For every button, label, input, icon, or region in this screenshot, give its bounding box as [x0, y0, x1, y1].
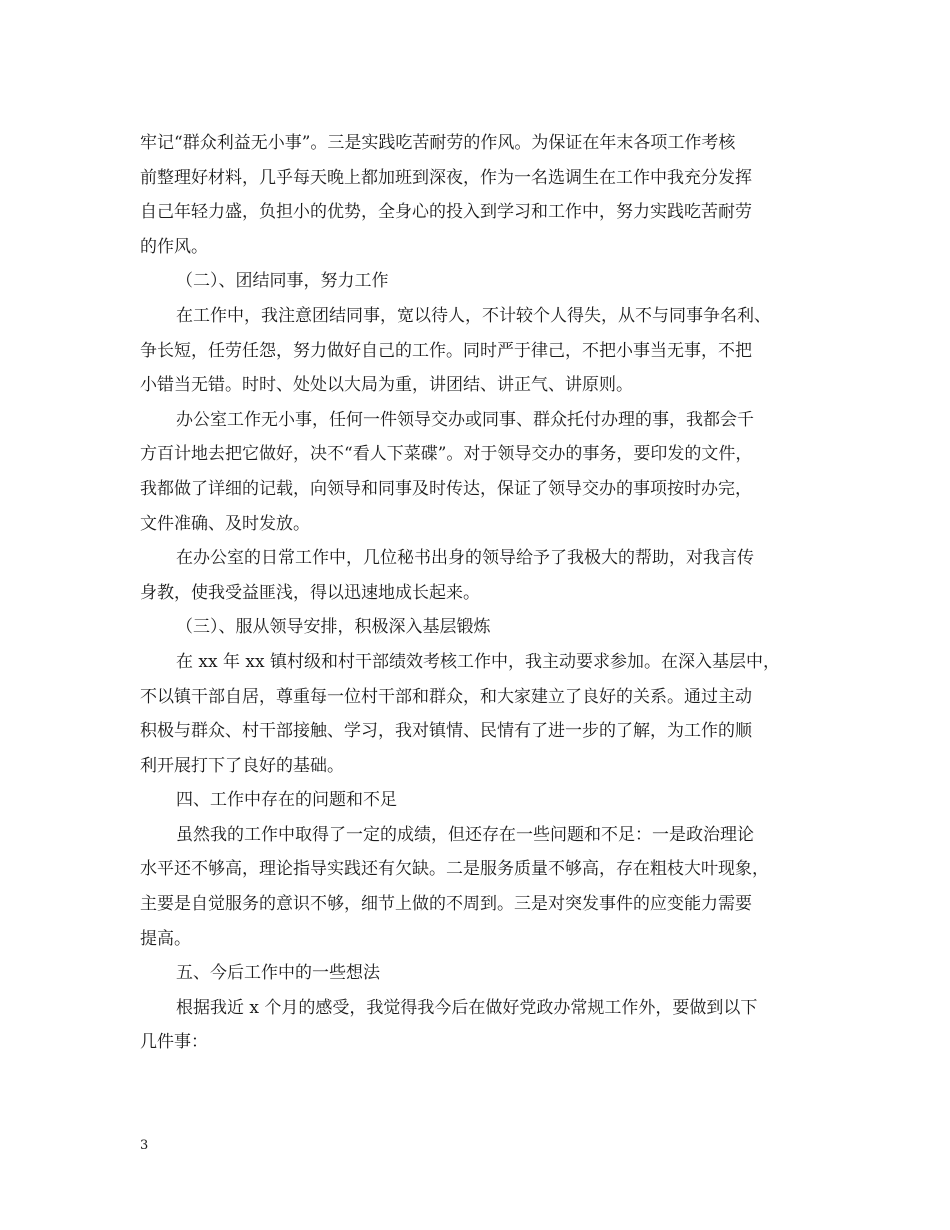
section-heading [140, 783, 830, 818]
heading-text: （二）、团结同事，努力工作 [176, 271, 389, 292]
line: 争长短，任劳任怨，努力做好自己的工作。同时严于律己，不把小事当无事，不把 [140, 340, 752, 361]
line: 在工作中，我注意团结同事，宽以待人，不计较个人得失，从不与同事争名利、 [176, 305, 771, 326]
section-heading [140, 956, 830, 991]
section-heading [140, 610, 830, 645]
paragraph [140, 403, 830, 541]
paragraph [140, 299, 830, 403]
page-number: 3 [140, 1138, 149, 1153]
line: 在 xx 年 xx 镇村级和村干部绩效考核工作中，我主动要求参加。在深入基层中， [176, 651, 780, 672]
line: 主要是自觉服务的意识不够，细节上做的不周到。三是对突发事件的应变能力需要 [140, 894, 752, 915]
line: 在办公室的日常工作中，几位秘书出身的领导给予了我极大的帮助，对我言传 [176, 548, 754, 569]
line: 牢记“群众利益无小事”。三是实践吃苦耐劳的作风。为保证在年末各项工作考核 [140, 133, 736, 153]
paragraph [140, 645, 830, 783]
line: 利开展打下了良好的基础。 [140, 755, 344, 776]
line: 积极与群众、村干部接触、学习，我对镇情、民情有了进一步的了解，为工作的顺 [140, 721, 752, 742]
document-body [140, 126, 830, 1060]
line: 水平还不够高，理论指导实践还有欠缺。二是服务质量不够高，存在粗枝大叶现象， [140, 859, 769, 880]
line: 几件事： [140, 1032, 208, 1053]
paragraph [140, 991, 830, 1060]
line: 前整理好材料，几乎每天晚上都加班到深夜，作为一名选调生在工作中我充分发挥 [140, 167, 752, 188]
line: 身教，使我受益匪浅，得以迅速地成长起来。 [140, 582, 480, 603]
paragraph [140, 818, 830, 956]
line: 小错当无错。时时、处处以大局为重，讲团结、讲正气、讲原则。 [140, 375, 633, 396]
heading-text: 五、今后工作中的一些想法 [176, 963, 380, 984]
line: 不以镇干部自居，尊重每一位村干部和群众，和大家建立了良好的关系。通过主动 [140, 686, 752, 707]
line: 办公室工作无小事，任何一件领导交办或同事、群众托付办理的事，我都会千 [176, 409, 754, 430]
line: 提高。 [140, 928, 191, 949]
line: 的作风。 [140, 236, 208, 257]
line: 根据我近 x 个月的感受，我觉得我今后在做好党政办常规工作外，要做到以下 [176, 997, 758, 1018]
paragraph-continuation [140, 126, 830, 264]
line: 虽然我的工作中取得了一定的成绩，但还存在一些问题和不足：一是政治理论 [176, 824, 754, 845]
line: 方百计地去把它做好，决不“看人下菜碟”。对于领导交办的事务，要印发的文件， [140, 444, 753, 465]
paragraph [140, 541, 830, 610]
line: 我都做了详细的记载，向领导和同事及时传达，保证了领导交办的事项按时办完， [140, 478, 752, 499]
section-heading [140, 264, 830, 299]
line: 自己年轻力盛，负担小的优势，全身心的投入到学习和工作中，努力实践吃苦耐劳 [140, 202, 752, 223]
heading-text: （三）、服从领导安排，积极深入基层锻炼 [176, 617, 491, 638]
line: 文件准确、及时发放。 [140, 513, 310, 534]
heading-text: 四、工作中存在的问题和不足 [176, 790, 397, 811]
